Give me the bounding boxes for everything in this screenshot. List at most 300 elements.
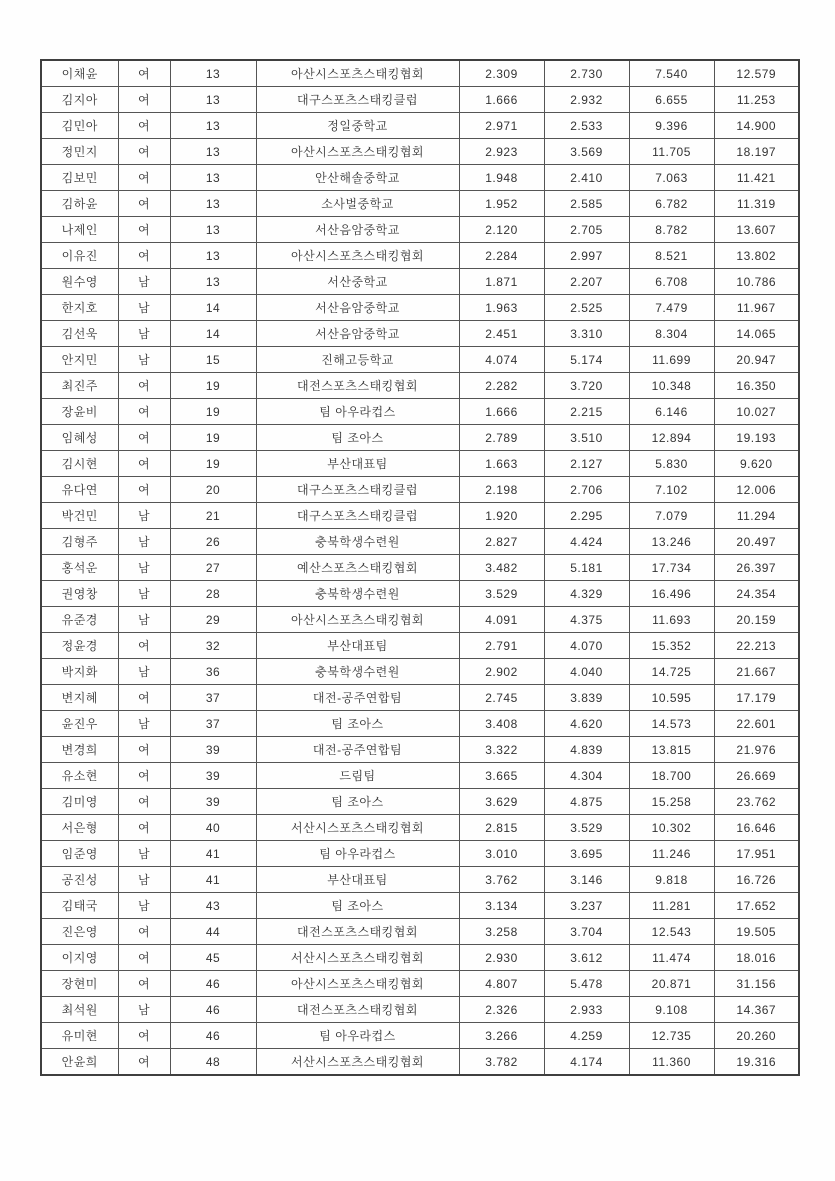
score1-cell: 2.451 — [459, 321, 544, 347]
score2-cell: 3.839 — [544, 685, 629, 711]
table-row — [41, 945, 799, 971]
score1-cell: 1.663 — [459, 451, 544, 477]
score2-cell: 4.070 — [544, 633, 629, 659]
score2-cell: 2.207 — [544, 269, 629, 295]
name-cell: 김태국 — [41, 893, 118, 919]
team-cell: 서산음암중학교 — [256, 295, 459, 321]
table-row — [41, 815, 799, 841]
score3-cell: 20.871 — [629, 971, 714, 997]
gender-cell: 여 — [118, 139, 170, 165]
name-cell: 변경희 — [41, 737, 118, 763]
gender-cell: 남 — [118, 503, 170, 529]
score4-cell: 11.319 — [714, 191, 799, 217]
score1-cell: 1.871 — [459, 269, 544, 295]
name-cell: 임준영 — [41, 841, 118, 867]
age-cell: 37 — [170, 685, 256, 711]
score1-cell: 2.827 — [459, 529, 544, 555]
table-row — [41, 893, 799, 919]
score1-cell: 2.284 — [459, 243, 544, 269]
team-cell: 안산해솔중학교 — [256, 165, 459, 191]
gender-cell: 남 — [118, 347, 170, 373]
score3-cell: 13.815 — [629, 737, 714, 763]
score4-cell: 13.607 — [714, 217, 799, 243]
results-table — [40, 59, 800, 1076]
age-cell: 39 — [170, 763, 256, 789]
team-cell: 드림팀 — [256, 763, 459, 789]
table-row — [41, 191, 799, 217]
score1-cell: 3.762 — [459, 867, 544, 893]
score1-cell: 3.134 — [459, 893, 544, 919]
table-row — [41, 841, 799, 867]
score3-cell: 8.304 — [629, 321, 714, 347]
score4-cell: 11.253 — [714, 87, 799, 113]
score3-cell: 14.725 — [629, 659, 714, 685]
table-row — [41, 87, 799, 113]
score4-cell: 26.397 — [714, 555, 799, 581]
table-row — [41, 919, 799, 945]
name-cell: 한지호 — [41, 295, 118, 321]
age-cell: 13 — [170, 217, 256, 243]
score1-cell: 1.963 — [459, 295, 544, 321]
score2-cell: 3.612 — [544, 945, 629, 971]
gender-cell: 남 — [118, 295, 170, 321]
score2-cell: 2.706 — [544, 477, 629, 503]
score1-cell: 2.971 — [459, 113, 544, 139]
age-cell: 21 — [170, 503, 256, 529]
team-cell: 부산대표팀 — [256, 867, 459, 893]
name-cell: 정윤경 — [41, 633, 118, 659]
table-row — [41, 659, 799, 685]
team-cell: 대전스포츠스태킹협회 — [256, 919, 459, 945]
score3-cell: 7.102 — [629, 477, 714, 503]
gender-cell: 여 — [118, 919, 170, 945]
name-cell: 이채윤 — [41, 60, 118, 87]
score2-cell: 3.310 — [544, 321, 629, 347]
team-cell: 팀 조아스 — [256, 425, 459, 451]
table-row — [41, 685, 799, 711]
age-cell: 13 — [170, 139, 256, 165]
score1-cell: 3.322 — [459, 737, 544, 763]
score2-cell: 2.295 — [544, 503, 629, 529]
score2-cell: 2.533 — [544, 113, 629, 139]
gender-cell: 여 — [118, 633, 170, 659]
score1-cell: 4.074 — [459, 347, 544, 373]
name-cell: 유미현 — [41, 1023, 118, 1049]
name-cell: 원수영 — [41, 269, 118, 295]
name-cell: 유소현 — [41, 763, 118, 789]
name-cell: 김형주 — [41, 529, 118, 555]
age-cell: 13 — [170, 269, 256, 295]
gender-cell: 남 — [118, 269, 170, 295]
team-cell: 서산음암중학교 — [256, 217, 459, 243]
score1-cell: 2.791 — [459, 633, 544, 659]
score2-cell: 4.259 — [544, 1023, 629, 1049]
team-cell: 부산대표팀 — [256, 633, 459, 659]
score3-cell: 6.655 — [629, 87, 714, 113]
score1-cell: 4.807 — [459, 971, 544, 997]
score3-cell: 6.708 — [629, 269, 714, 295]
score2-cell: 5.174 — [544, 347, 629, 373]
score3-cell: 11.246 — [629, 841, 714, 867]
gender-cell: 여 — [118, 737, 170, 763]
age-cell: 13 — [170, 113, 256, 139]
score3-cell: 15.352 — [629, 633, 714, 659]
score2-cell: 3.720 — [544, 373, 629, 399]
table-row — [41, 971, 799, 997]
table-row — [41, 113, 799, 139]
score2-cell: 2.997 — [544, 243, 629, 269]
name-cell: 김보민 — [41, 165, 118, 191]
score1-cell: 3.408 — [459, 711, 544, 737]
name-cell: 최석원 — [41, 997, 118, 1023]
gender-cell: 남 — [118, 711, 170, 737]
team-cell: 서산시스포츠스태킹협회 — [256, 1049, 459, 1076]
score4-cell: 26.669 — [714, 763, 799, 789]
score4-cell: 16.646 — [714, 815, 799, 841]
age-cell: 41 — [170, 867, 256, 893]
score4-cell: 20.260 — [714, 1023, 799, 1049]
table-row — [41, 529, 799, 555]
score2-cell: 2.730 — [544, 60, 629, 87]
score4-cell: 11.294 — [714, 503, 799, 529]
age-cell: 39 — [170, 737, 256, 763]
score3-cell: 10.348 — [629, 373, 714, 399]
score3-cell: 7.063 — [629, 165, 714, 191]
name-cell: 안윤희 — [41, 1049, 118, 1076]
age-cell: 13 — [170, 191, 256, 217]
table-row — [41, 997, 799, 1023]
table-row — [41, 763, 799, 789]
name-cell: 김선욱 — [41, 321, 118, 347]
score3-cell: 7.079 — [629, 503, 714, 529]
score2-cell: 4.174 — [544, 1049, 629, 1076]
score4-cell: 22.601 — [714, 711, 799, 737]
name-cell: 장현미 — [41, 971, 118, 997]
score1-cell: 3.665 — [459, 763, 544, 789]
team-cell: 대전-공주연합팀 — [256, 737, 459, 763]
age-cell: 32 — [170, 633, 256, 659]
gender-cell: 여 — [118, 191, 170, 217]
score1-cell: 1.666 — [459, 399, 544, 425]
name-cell: 서은형 — [41, 815, 118, 841]
score4-cell: 17.179 — [714, 685, 799, 711]
score4-cell: 16.726 — [714, 867, 799, 893]
age-cell: 48 — [170, 1049, 256, 1076]
gender-cell: 여 — [118, 971, 170, 997]
gender-cell: 여 — [118, 243, 170, 269]
gender-cell: 남 — [118, 867, 170, 893]
table-row — [41, 321, 799, 347]
team-cell: 서산음암중학교 — [256, 321, 459, 347]
score3-cell: 13.246 — [629, 529, 714, 555]
team-cell: 대구스포츠스태킹클럽 — [256, 503, 459, 529]
score4-cell: 9.620 — [714, 451, 799, 477]
age-cell: 14 — [170, 295, 256, 321]
age-cell: 19 — [170, 399, 256, 425]
score3-cell: 12.735 — [629, 1023, 714, 1049]
score1-cell: 3.782 — [459, 1049, 544, 1076]
age-cell: 45 — [170, 945, 256, 971]
age-cell: 29 — [170, 607, 256, 633]
name-cell: 유준경 — [41, 607, 118, 633]
score1-cell: 2.930 — [459, 945, 544, 971]
score3-cell: 6.782 — [629, 191, 714, 217]
score4-cell: 10.786 — [714, 269, 799, 295]
table-row — [41, 737, 799, 763]
score2-cell: 3.510 — [544, 425, 629, 451]
team-cell: 팀 아우라컵스 — [256, 399, 459, 425]
score3-cell: 11.281 — [629, 893, 714, 919]
score1-cell: 2.309 — [459, 60, 544, 87]
gender-cell: 여 — [118, 1023, 170, 1049]
gender-cell: 남 — [118, 555, 170, 581]
table-row — [41, 60, 799, 87]
gender-cell: 남 — [118, 581, 170, 607]
name-cell: 공진성 — [41, 867, 118, 893]
name-cell: 윤진우 — [41, 711, 118, 737]
name-cell: 이유진 — [41, 243, 118, 269]
name-cell: 김미영 — [41, 789, 118, 815]
table-row — [41, 451, 799, 477]
team-cell: 대전-공주연합팀 — [256, 685, 459, 711]
team-cell: 팀 조아스 — [256, 711, 459, 737]
score1-cell: 3.266 — [459, 1023, 544, 1049]
score2-cell: 2.127 — [544, 451, 629, 477]
score3-cell: 11.699 — [629, 347, 714, 373]
score3-cell: 9.818 — [629, 867, 714, 893]
score4-cell: 17.951 — [714, 841, 799, 867]
age-cell: 13 — [170, 87, 256, 113]
score1-cell: 1.948 — [459, 165, 544, 191]
name-cell: 김민아 — [41, 113, 118, 139]
team-cell: 부산대표팀 — [256, 451, 459, 477]
team-cell: 팀 아우라컵스 — [256, 841, 459, 867]
score4-cell: 18.016 — [714, 945, 799, 971]
age-cell: 36 — [170, 659, 256, 685]
age-cell: 13 — [170, 60, 256, 87]
score1-cell: 2.120 — [459, 217, 544, 243]
team-cell: 예산스포츠스태킹협회 — [256, 555, 459, 581]
score2-cell: 2.933 — [544, 997, 629, 1023]
gender-cell: 남 — [118, 841, 170, 867]
name-cell: 박건민 — [41, 503, 118, 529]
table-row — [41, 217, 799, 243]
score2-cell: 2.215 — [544, 399, 629, 425]
team-cell: 진해고등학교 — [256, 347, 459, 373]
score4-cell: 14.900 — [714, 113, 799, 139]
score1-cell: 3.482 — [459, 555, 544, 581]
score4-cell: 13.802 — [714, 243, 799, 269]
team-cell: 팀 조아스 — [256, 893, 459, 919]
score1-cell: 2.326 — [459, 997, 544, 1023]
gender-cell: 여 — [118, 945, 170, 971]
age-cell: 19 — [170, 425, 256, 451]
name-cell: 권영창 — [41, 581, 118, 607]
age-cell: 19 — [170, 451, 256, 477]
name-cell: 김하윤 — [41, 191, 118, 217]
table-row — [41, 581, 799, 607]
score2-cell: 4.620 — [544, 711, 629, 737]
gender-cell: 여 — [118, 60, 170, 87]
name-cell: 홍석운 — [41, 555, 118, 581]
score2-cell: 4.375 — [544, 607, 629, 633]
score2-cell: 2.410 — [544, 165, 629, 191]
gender-cell: 남 — [118, 607, 170, 633]
score2-cell: 4.875 — [544, 789, 629, 815]
team-cell: 아산시스포츠스태킹협회 — [256, 60, 459, 87]
score2-cell: 4.304 — [544, 763, 629, 789]
score4-cell: 20.947 — [714, 347, 799, 373]
score4-cell: 18.197 — [714, 139, 799, 165]
table-row — [41, 139, 799, 165]
name-cell: 나제인 — [41, 217, 118, 243]
table-row — [41, 477, 799, 503]
age-cell: 20 — [170, 477, 256, 503]
score4-cell: 14.367 — [714, 997, 799, 1023]
table-row — [41, 165, 799, 191]
table-row — [41, 711, 799, 737]
score1-cell: 2.789 — [459, 425, 544, 451]
score1-cell: 2.745 — [459, 685, 544, 711]
team-cell: 서산중학교 — [256, 269, 459, 295]
age-cell: 46 — [170, 997, 256, 1023]
score1-cell: 2.282 — [459, 373, 544, 399]
score2-cell: 5.478 — [544, 971, 629, 997]
score3-cell: 12.543 — [629, 919, 714, 945]
table-row — [41, 789, 799, 815]
age-cell: 40 — [170, 815, 256, 841]
gender-cell: 여 — [118, 373, 170, 399]
gender-cell: 여 — [118, 425, 170, 451]
name-cell: 진은영 — [41, 919, 118, 945]
name-cell: 임혜성 — [41, 425, 118, 451]
gender-cell: 남 — [118, 893, 170, 919]
age-cell: 13 — [170, 243, 256, 269]
table-row — [41, 1023, 799, 1049]
age-cell: 39 — [170, 789, 256, 815]
table-row — [41, 399, 799, 425]
table-row — [41, 1049, 799, 1076]
team-cell: 충북학생수련원 — [256, 529, 459, 555]
score4-cell: 20.497 — [714, 529, 799, 555]
score1-cell: 3.010 — [459, 841, 544, 867]
score3-cell: 10.595 — [629, 685, 714, 711]
team-cell: 서산시스포츠스태킹협회 — [256, 945, 459, 971]
score1-cell: 2.923 — [459, 139, 544, 165]
table-row — [41, 867, 799, 893]
score4-cell: 19.316 — [714, 1049, 799, 1076]
name-cell: 유다연 — [41, 477, 118, 503]
gender-cell: 여 — [118, 87, 170, 113]
score2-cell: 5.181 — [544, 555, 629, 581]
name-cell: 김지아 — [41, 87, 118, 113]
age-cell: 26 — [170, 529, 256, 555]
score4-cell: 11.421 — [714, 165, 799, 191]
score3-cell: 9.108 — [629, 997, 714, 1023]
score4-cell: 24.354 — [714, 581, 799, 607]
gender-cell: 여 — [118, 451, 170, 477]
age-cell: 46 — [170, 1023, 256, 1049]
age-cell: 14 — [170, 321, 256, 347]
team-cell: 대전스포츠스태킹협회 — [256, 373, 459, 399]
age-cell: 28 — [170, 581, 256, 607]
name-cell: 최진주 — [41, 373, 118, 399]
name-cell: 장윤비 — [41, 399, 118, 425]
team-cell: 충북학생수련원 — [256, 581, 459, 607]
score2-cell: 2.705 — [544, 217, 629, 243]
gender-cell: 여 — [118, 217, 170, 243]
team-cell: 대구스포츠스태킹클럽 — [256, 87, 459, 113]
gender-cell: 여 — [118, 113, 170, 139]
score4-cell: 20.159 — [714, 607, 799, 633]
score3-cell: 12.894 — [629, 425, 714, 451]
team-cell: 팀 조아스 — [256, 789, 459, 815]
score4-cell: 31.156 — [714, 971, 799, 997]
score1-cell: 2.198 — [459, 477, 544, 503]
gender-cell: 남 — [118, 659, 170, 685]
age-cell: 19 — [170, 373, 256, 399]
score3-cell: 5.830 — [629, 451, 714, 477]
score4-cell: 19.193 — [714, 425, 799, 451]
table-row — [41, 425, 799, 451]
score4-cell: 10.027 — [714, 399, 799, 425]
score3-cell: 10.302 — [629, 815, 714, 841]
gender-cell: 여 — [118, 477, 170, 503]
gender-cell: 여 — [118, 789, 170, 815]
score4-cell: 12.006 — [714, 477, 799, 503]
table-row — [41, 243, 799, 269]
score2-cell: 2.585 — [544, 191, 629, 217]
gender-cell: 여 — [118, 1049, 170, 1076]
score1-cell: 4.091 — [459, 607, 544, 633]
score4-cell: 11.967 — [714, 295, 799, 321]
name-cell: 안지민 — [41, 347, 118, 373]
team-cell: 대구스포츠스태킹클럽 — [256, 477, 459, 503]
score3-cell: 17.734 — [629, 555, 714, 581]
gender-cell: 여 — [118, 165, 170, 191]
score2-cell: 4.839 — [544, 737, 629, 763]
score4-cell: 21.667 — [714, 659, 799, 685]
score4-cell: 22.213 — [714, 633, 799, 659]
score1-cell: 3.258 — [459, 919, 544, 945]
score4-cell: 19.505 — [714, 919, 799, 945]
team-cell: 대전스포츠스태킹협회 — [256, 997, 459, 1023]
score2-cell: 3.704 — [544, 919, 629, 945]
score1-cell: 3.529 — [459, 581, 544, 607]
table-row — [41, 633, 799, 659]
score4-cell: 17.652 — [714, 893, 799, 919]
score3-cell: 6.146 — [629, 399, 714, 425]
score2-cell: 3.237 — [544, 893, 629, 919]
team-cell: 아산시스포츠스태킹협회 — [256, 607, 459, 633]
score2-cell: 3.695 — [544, 841, 629, 867]
score2-cell: 3.569 — [544, 139, 629, 165]
score3-cell: 14.573 — [629, 711, 714, 737]
table-row — [41, 607, 799, 633]
score2-cell: 2.525 — [544, 295, 629, 321]
table-row — [41, 555, 799, 581]
score3-cell: 11.474 — [629, 945, 714, 971]
team-cell: 아산시스포츠스태킹협회 — [256, 139, 459, 165]
score1-cell: 2.902 — [459, 659, 544, 685]
score3-cell: 7.540 — [629, 60, 714, 87]
team-cell: 팀 아우라컵스 — [256, 1023, 459, 1049]
gender-cell: 여 — [118, 763, 170, 789]
age-cell: 13 — [170, 165, 256, 191]
score4-cell: 16.350 — [714, 373, 799, 399]
score2-cell: 2.932 — [544, 87, 629, 113]
table-row — [41, 503, 799, 529]
